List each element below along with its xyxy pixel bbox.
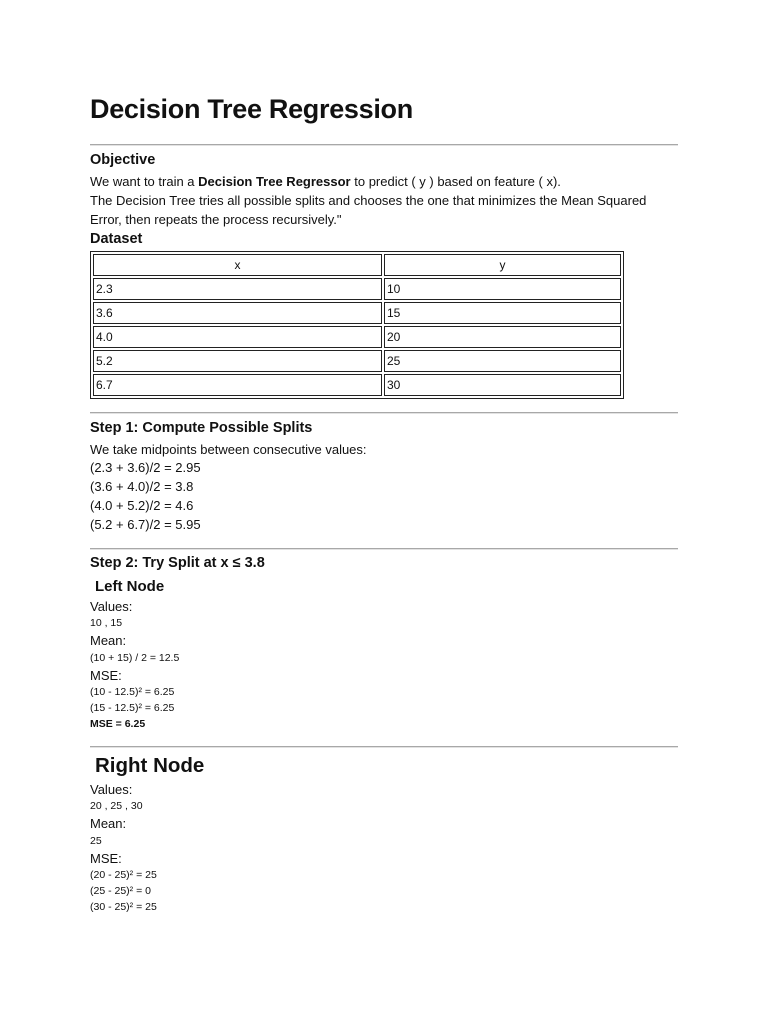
right-mean: 25 (90, 835, 102, 847)
dataset-heading: Dataset (90, 231, 143, 247)
table-cell: 15 (384, 302, 621, 324)
divider (90, 548, 678, 550)
right-values-label: Values: (90, 782, 133, 797)
left-mse-label: MSE: (90, 668, 122, 683)
table-cell: 10 (384, 278, 621, 300)
objective-text: We want to train a (90, 174, 199, 189)
step1-heading: Step 1: Compute Possible Splits (90, 420, 313, 436)
table-cell: 6.7 (93, 374, 382, 396)
divider (90, 412, 678, 414)
right-mse-line: (30 - 25)² = 25 (90, 901, 157, 913)
split-line: (3.6 + 4.0)/2 = 3.8 (90, 479, 194, 494)
table-cell: 20 (384, 326, 621, 348)
right-node-heading: Right Node (95, 754, 205, 777)
split-line: (4.0 + 5.2)/2 = 4.6 (90, 498, 194, 513)
right-values: 20 , 25 , 30 (90, 800, 143, 812)
right-mean-label: Mean: (90, 816, 127, 831)
divider (90, 746, 678, 748)
right-mse-line: (20 - 25)² = 25 (90, 869, 157, 881)
left-values: 10 , 15 (90, 617, 123, 629)
table-cell: 5.2 (93, 350, 382, 372)
objective-bold-term: Decision Tree Regressor (198, 174, 351, 189)
left-mse-line: (10 - 12.5)² = 6.25 (90, 686, 175, 698)
table-cell: 4.0 (93, 326, 382, 348)
table-row (93, 278, 621, 300)
column-header-x: x (93, 254, 382, 276)
table-header-row (93, 254, 621, 276)
left-mean: (10 + 15) / 2 = 12.5 (90, 652, 180, 664)
step2-heading: Step 2: Try Split at x ≤ 3.8 (90, 555, 265, 571)
split-line: (5.2 + 6.7)/2 = 5.95 (90, 517, 201, 532)
dataset-table (90, 251, 624, 399)
objective-heading: Objective (90, 152, 156, 168)
table-cell: 30 (384, 374, 621, 396)
table-row (93, 374, 621, 396)
table-row (93, 302, 621, 324)
page-title: Decision Tree Regression (90, 94, 413, 124)
left-mse-line: (15 - 12.5)² = 6.25 (90, 702, 175, 714)
left-mean-label: Mean: (90, 633, 127, 648)
divider (90, 144, 678, 146)
left-values-label: Values: (90, 599, 133, 614)
right-mse-label: MSE: (90, 851, 122, 866)
left-mse-total: MSE = 6.25 (90, 718, 146, 730)
step1-intro: We take midpoints between consecutive values: (90, 442, 367, 457)
table-row (93, 350, 621, 372)
left-node-heading: Left Node (95, 578, 165, 595)
right-mse-line: (25 - 25)² = 0 (90, 885, 151, 897)
table-cell: 3.6 (93, 302, 382, 324)
table-row (93, 326, 621, 348)
objective-text: to predict ( y ) based on feature ( x). (350, 174, 561, 189)
objective-line-2: The Decision Tree tries all possible splits and chooses the one that minimizes the Mean Squared (90, 193, 647, 208)
split-line: (2.3 + 3.6)/2 = 2.95 (90, 460, 201, 475)
table-cell: 2.3 (93, 278, 382, 300)
table-cell: 25 (384, 350, 621, 372)
objective-line-3: Error, then repeats the process recursively." (90, 212, 342, 227)
column-header-y: y (384, 254, 621, 276)
objective-line-1 (90, 172, 561, 191)
